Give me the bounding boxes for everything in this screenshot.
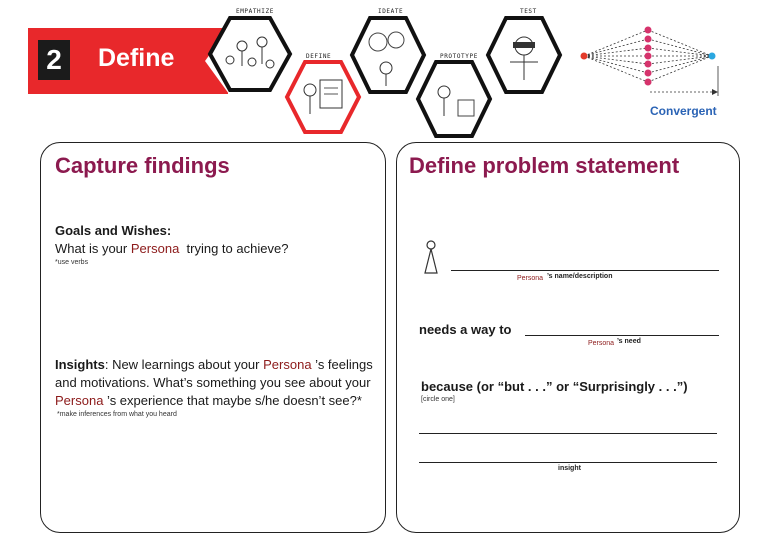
need-persona-label: Persona <box>588 340 615 347</box>
needs-a-way-to: needs a way to <box>419 322 512 337</box>
insight-label: insight <box>558 465 581 472</box>
goals-question-suffix: trying to achieve? <box>186 241 289 256</box>
persona-description-label: ’s name/description <box>547 273 613 280</box>
insights-note: *make inferences from what you heard <box>57 411 177 418</box>
insights-title: Insights <box>55 357 105 372</box>
problem-statement-panel <box>396 142 740 533</box>
convergent-label: Convergent <box>650 104 717 118</box>
goals-note: *use verbs <box>55 259 89 266</box>
because-text: because (or “but . . .” or “Surprisingly . . .”) <box>421 379 688 394</box>
insights-line2: and motivations. What’s something you see about your <box>55 375 371 390</box>
goals-question <box>55 240 288 258</box>
hex-label-empathize: EMPATHIZE <box>236 8 274 15</box>
persona-description-line[interactable] <box>451 270 719 271</box>
design-thinking-hexagons <box>200 0 580 140</box>
goals-persona: Persona <box>130 241 180 256</box>
insights-persona-2: Persona <box>55 393 104 408</box>
need-line[interactable] <box>525 335 719 336</box>
because-line-1[interactable] <box>419 433 717 434</box>
test-hexagon <box>488 18 560 92</box>
hex-label-ideate: IDEATE <box>378 8 404 15</box>
convergent-diagram <box>578 22 728 102</box>
insights-line1: : New learnings about your <box>104 357 260 372</box>
insights-line3-suffix: ’s experience that maybe s/he doesn’t see?* <box>107 393 362 408</box>
stage-title: Define <box>98 44 175 72</box>
stage-banner <box>28 28 228 94</box>
ideate-hexagon <box>352 18 424 92</box>
problem-statement-heading: Define problem statement <box>409 153 680 178</box>
capture-findings-heading: Capture findings <box>55 153 230 178</box>
persona-label: Persona <box>517 275 544 282</box>
hex-label-define: DEFINE <box>306 53 332 60</box>
persona-icon <box>421 239 441 275</box>
insights-persona-1: Persona <box>263 357 312 372</box>
capture-findings-panel <box>40 142 386 533</box>
insights-line1-suffix: ’s feelings <box>315 357 373 372</box>
empathize-hexagon <box>210 18 290 90</box>
stage-number: 2 <box>38 40 70 80</box>
hex-label-prototype: PROTOTYPE <box>440 53 478 60</box>
goals-title: Goals and Wishes: <box>55 223 172 238</box>
hex-label-test: TEST <box>520 8 537 15</box>
define-hexagon <box>287 62 359 132</box>
need-label: ’s need <box>617 338 641 345</box>
circle-one-note: [circle one] <box>421 396 455 403</box>
insights-text <box>55 356 383 410</box>
goals-question-prefix: What is your <box>55 241 128 256</box>
because-line-2[interactable] <box>419 462 717 463</box>
prototype-hexagon <box>418 62 490 136</box>
